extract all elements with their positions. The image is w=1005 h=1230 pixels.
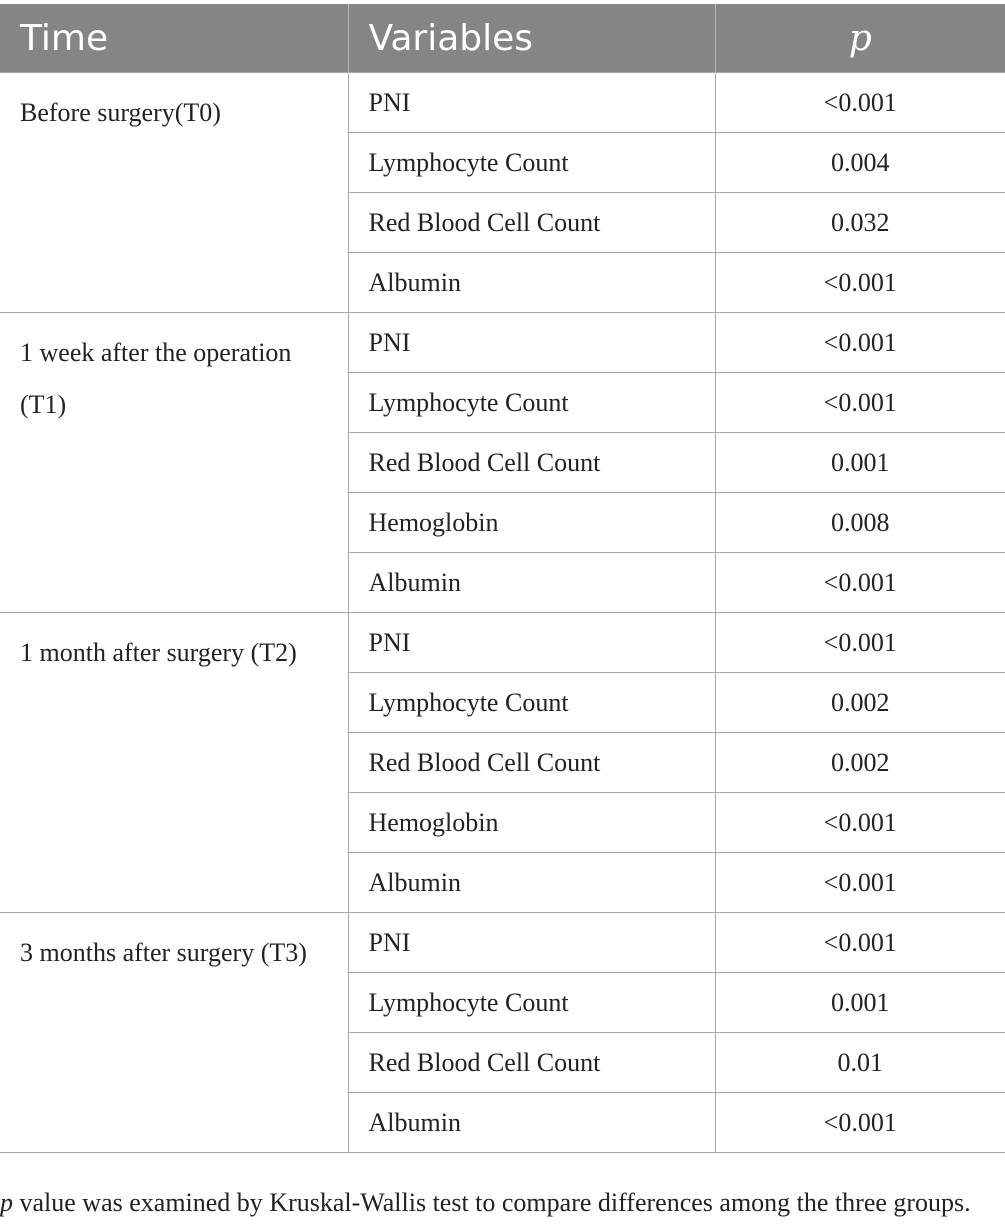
p-value-cell: 0.01 [715, 1033, 1005, 1093]
table-header [0, 4, 1005, 73]
header-p-value: p [715, 4, 1005, 73]
table-row [0, 913, 1005, 973]
p-value-cell: 0.004 [715, 133, 1005, 193]
variable-cell: Red Blood Cell Count [348, 733, 715, 793]
variable-cell: Lymphocyte Count [348, 973, 715, 1033]
results-table [0, 4, 1005, 1153]
variable-cell: Albumin [348, 553, 715, 613]
p-value-cell: 0.001 [715, 973, 1005, 1033]
variable-cell: Red Blood Cell Count [348, 193, 715, 253]
table-row [0, 613, 1005, 673]
p-value-cell: <0.001 [715, 73, 1005, 133]
variable-cell: PNI [348, 73, 715, 133]
p-value-cell: 0.002 [715, 673, 1005, 733]
p-value-cell: <0.001 [715, 1093, 1005, 1153]
p-value-cell: 0.008 [715, 493, 1005, 553]
header-time: Time [0, 4, 348, 73]
variable-cell: PNI [348, 313, 715, 373]
variable-cell: Red Blood Cell Count [348, 1033, 715, 1093]
variable-cell: PNI [348, 913, 715, 973]
header-variables: Variables [348, 4, 715, 73]
variable-cell: PNI [348, 613, 715, 673]
table-row [0, 313, 1005, 373]
time-period-cell: 1 month after surgery (T2) [0, 613, 348, 913]
variable-cell: Albumin [348, 253, 715, 313]
table-footnote [0, 1188, 1005, 1218]
footnote-text: value was examined by Kruskal-Wallis test to compare differences among the three groups. [13, 1188, 971, 1217]
variable-cell: Hemoglobin [348, 493, 715, 553]
p-value-cell: 0.002 [715, 733, 1005, 793]
p-value-cell: <0.001 [715, 373, 1005, 433]
p-value-cell: <0.001 [715, 613, 1005, 673]
variable-cell: Lymphocyte Count [348, 133, 715, 193]
p-value-cell: <0.001 [715, 313, 1005, 373]
p-value-cell: <0.001 [715, 913, 1005, 973]
variable-cell: Hemoglobin [348, 793, 715, 853]
footnote-p-symbol: p [0, 1188, 13, 1217]
variable-cell: Lymphocyte Count [348, 373, 715, 433]
time-period-cell: 1 week after the operation (T1) [0, 313, 348, 613]
table-body [0, 73, 1005, 1153]
variable-cell: Albumin [348, 1093, 715, 1153]
p-value-cell: 0.032 [715, 193, 1005, 253]
time-period-cell: Before surgery(T0) [0, 73, 348, 313]
table-row [0, 73, 1005, 133]
p-value-cell: <0.001 [715, 253, 1005, 313]
variable-cell: Red Blood Cell Count [348, 433, 715, 493]
p-value-cell: 0.001 [715, 433, 1005, 493]
header-row [0, 4, 1005, 73]
p-value-cell: <0.001 [715, 853, 1005, 913]
variable-cell: Albumin [348, 853, 715, 913]
p-value-cell: <0.001 [715, 793, 1005, 853]
variable-cell: Lymphocyte Count [348, 673, 715, 733]
time-period-cell: 3 months after surgery (T3) [0, 913, 348, 1153]
p-value-cell: <0.001 [715, 553, 1005, 613]
